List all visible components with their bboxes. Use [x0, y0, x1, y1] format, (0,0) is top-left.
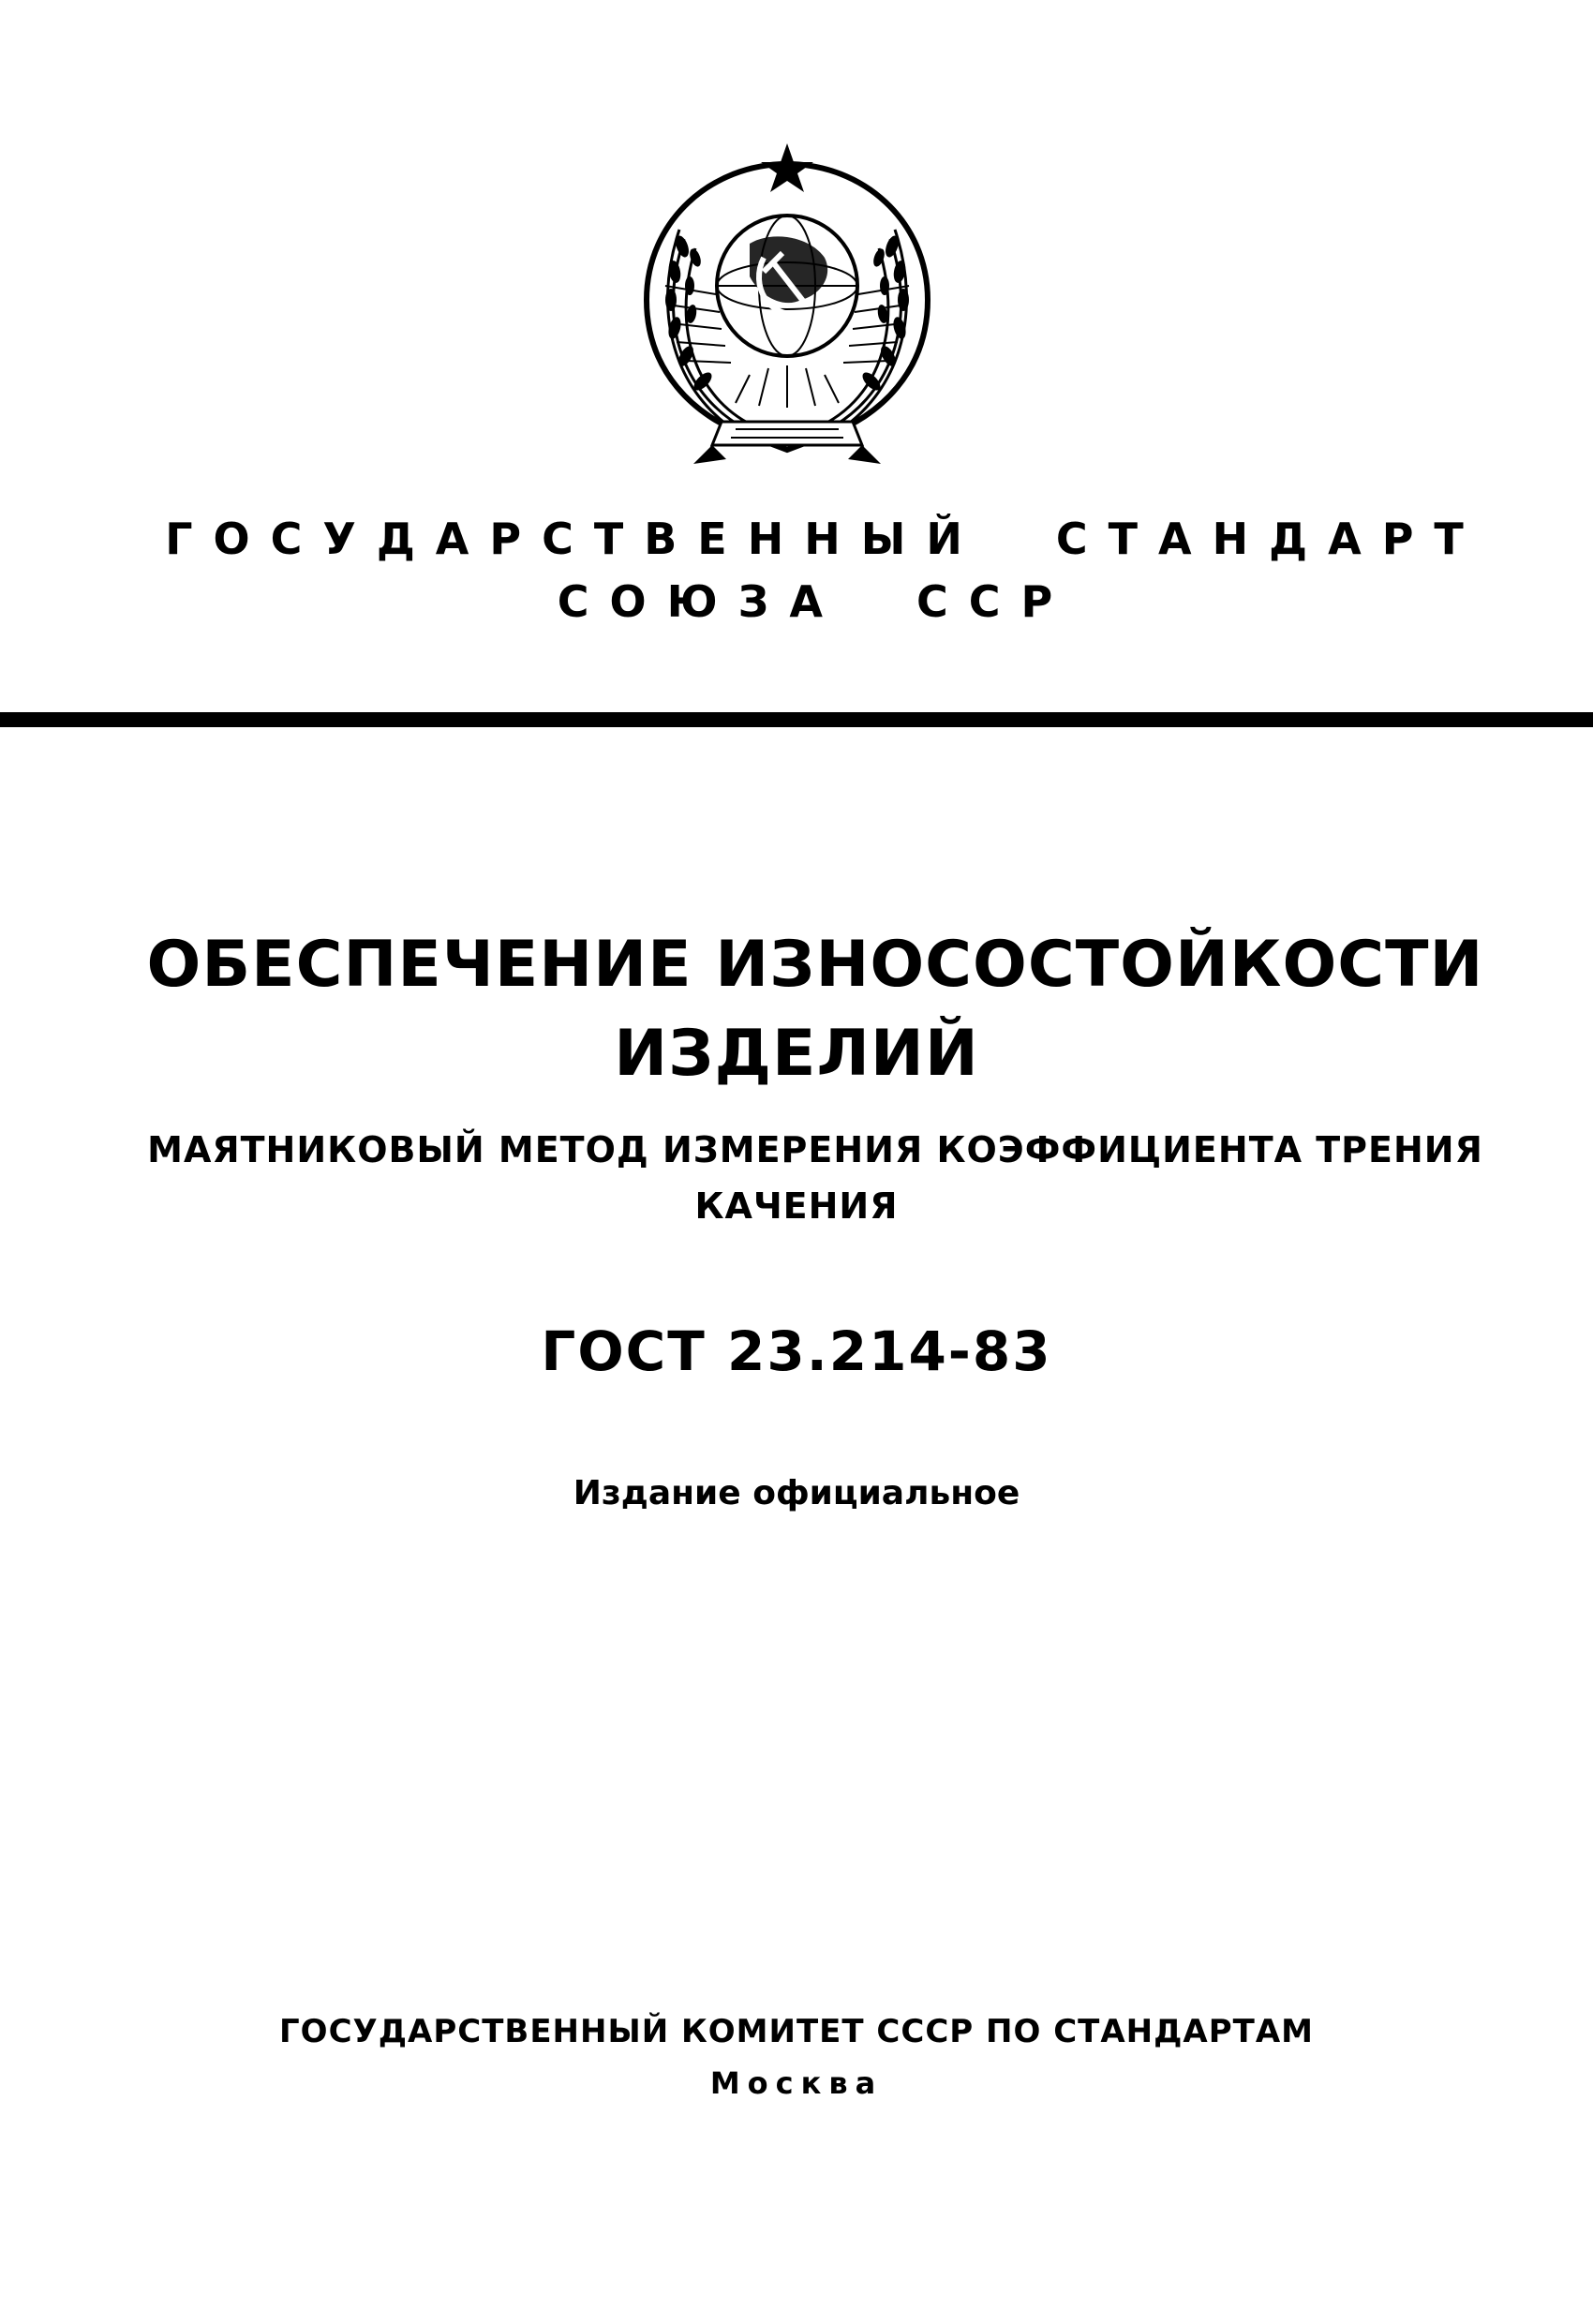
- standard-number: ГОСТ 23.214-83: [541, 1319, 1052, 1383]
- document-title-line2: ИЗДЕЛИЙ: [614, 1017, 979, 1091]
- state-emblem-icon: [609, 136, 965, 483]
- document-subtitle-line2: КАЧЕНИЯ: [694, 1185, 899, 1227]
- document-subtitle-line1: МАЯТНИКОВЫЙ МЕТОД ИЗМЕРЕНИЯ КОЭФФИЦИЕНТА ТРЕНИЯ: [147, 1129, 1483, 1170]
- issuing-authority-line1: ГОСУДАРСТВЕННЫЙ СТАНДАРТ: [165, 514, 1484, 564]
- document-title-line1: ОБЕСПЕЧЕНИЕ ИЗНОСОСТОЙКОСТИ: [146, 928, 1484, 1002]
- publisher-name: ГОСУДАРСТВЕННЫЙ КОМИТЕТ СССР ПО СТАНДАРТАМ: [279, 2013, 1314, 2050]
- edition-label: Издание официальное: [573, 1474, 1020, 1512]
- issuing-authority-line2: СОЮЗА ССР: [557, 576, 1074, 627]
- horizontal-divider: [0, 712, 1593, 727]
- publication-city: Москва: [709, 2065, 884, 2101]
